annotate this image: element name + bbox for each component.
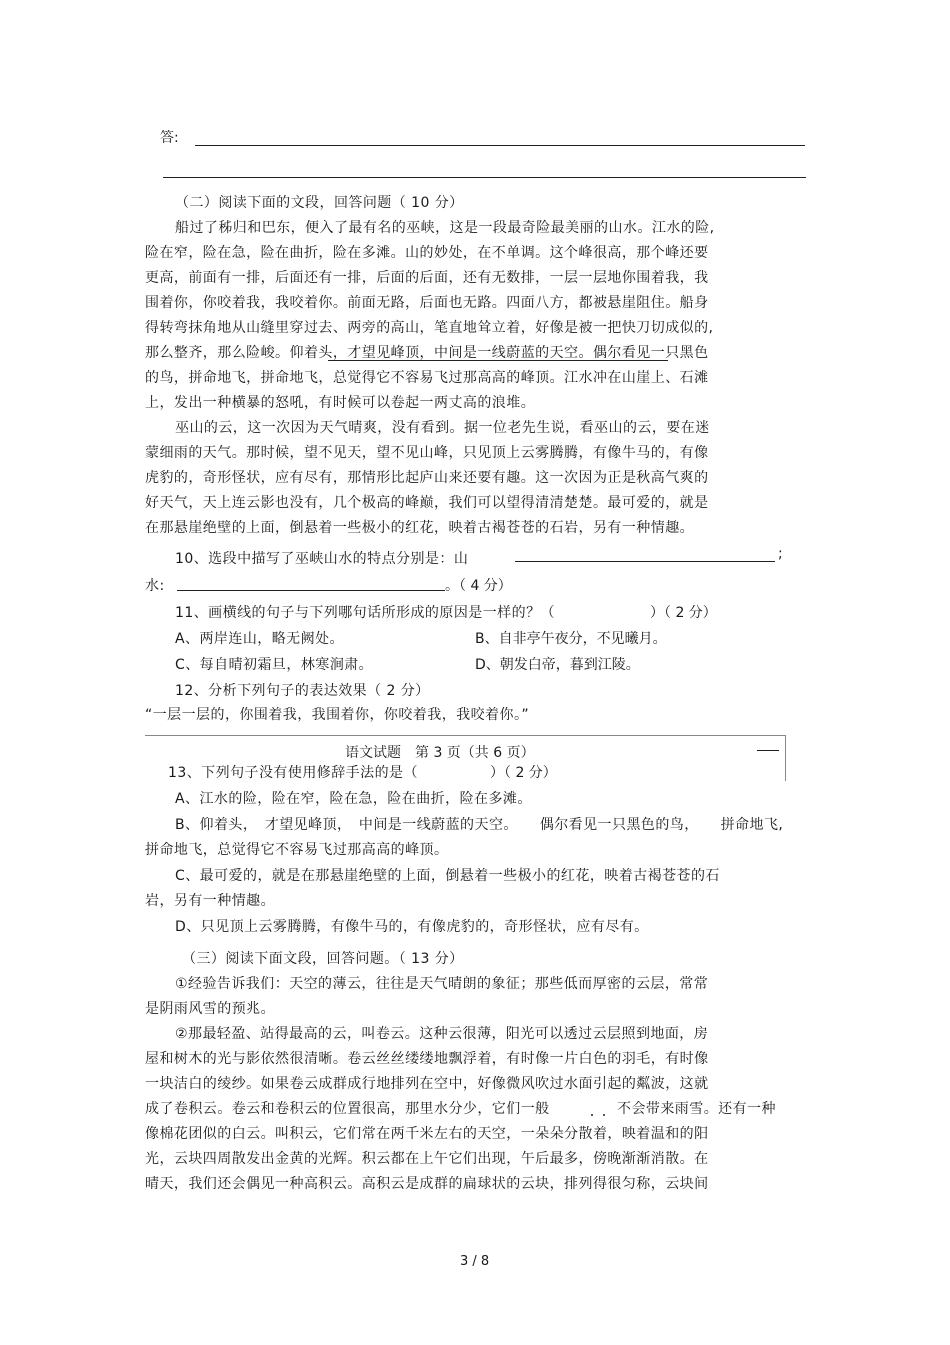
q12-quote: “一层一层的，你围着我，我围着你，你咬着我，我咬着你。” (145, 707, 530, 723)
underlined-sentence-mark (328, 360, 668, 361)
q11-option-a[interactable]: A、两岸连山，略无阙处。 (175, 631, 344, 647)
section2-heading: （二）阅读下面的文段，回答问题（ 10 分） (175, 195, 464, 211)
q11-option-d[interactable]: D、朝发白帝，暮到江陵。 (475, 657, 640, 673)
answer-label: 答: (160, 130, 179, 146)
question-11: 11、画横线的句子与下列哪句话所形成的原因是一样的？（ (175, 605, 555, 621)
passage-line: 像棉花团似的白云。叫积云，它们常在两千米左右的天空，一朵朵分散着，映着温和的阳 (145, 1126, 709, 1142)
passage-line: 好天气，天上连云影也没有，几个极高的峰巅，我们可以望得清清楚楚。最可爱的，就是 (145, 495, 709, 511)
passage-line: 一块洁白的绫纱。如果卷云成群成行地排列在空中，好像微风吹过水面引起的粼波，这就 (145, 1076, 709, 1092)
passage-line: 船过了秭归和巴东，便入了最有名的巫峡，这是一段最奇险最美丽的山水。江水的险, (175, 220, 715, 236)
question-10-cont: 水: (145, 578, 165, 594)
q11-score: ）（ 2 分） (650, 605, 717, 621)
q13-option-c-cont: 岩，另有一种情趣。 (145, 893, 276, 909)
passage-line: ①经验告诉我们：天空的薄云，往往是天气晴朗的象征；那些低而厚密的云层，常常 (175, 976, 709, 992)
passage-line: 更高，前面有一排，后面还有一排，后面的后面，还有无数排，一层一层地你围着我，我 (145, 270, 709, 286)
passage-line: 围着你，你咬着我，我咬着你。前面无路，后面也无路。四面八方，都被悬崖阻住。船身 (145, 295, 709, 311)
passage-line: 在那悬崖绝壁的上面，倒悬着一些极小的红花，映着古褐苍苍的石岩，另有一种情趣。 (145, 520, 695, 536)
answer-line-1[interactable] (195, 145, 805, 146)
page-number: 3 / 8 (460, 1254, 490, 1269)
passage-line: 虎豹的，奇形怪状，应有尽有，那情形比起庐山来还要有趣。这一次因为正是秋高气爽的 (145, 470, 709, 486)
q10-score: 。（ 4 分） (445, 578, 512, 594)
footer-divider (145, 735, 785, 736)
passage-line: 险在窄，险在急，险在曲折，险在多滩。山的妙处，在不单调。这个峰很高，那个峰还要 (145, 245, 709, 261)
passage-line: 屋和树木的光与影依然很清晰。卷云丝丝缕缕地飘浮着，有时像一片白色的羽毛，有时像 (145, 1051, 709, 1067)
question-12: 12、分析下列句子的表达效果（ 2 分） (175, 683, 430, 699)
passage-line: ②那最轻盈、站得最高的云，叫卷云。这种云很薄，阳光可以透过云层照到地面，房 (175, 1026, 709, 1042)
passage-line: 光，云块四周散发出金黄的光辉。积云都在上午它们出现，午后最多，傍晚渐渐消散。在 (145, 1151, 709, 1167)
emphasis-dot (603, 1114, 605, 1116)
passage-line: 晴天，我们还会偶见一种高积云。高积云是成群的扁球状的云块，排列得很匀称，云块间 (145, 1176, 709, 1192)
question-13: 13、下列句子没有使用修辞手法的是（ (168, 765, 418, 781)
q13-score: ）（ 2 分） (490, 765, 557, 781)
passage-line: 上，发出一种横暴的怒吼，有时候可以卷起一两丈高的浪堆。 (145, 395, 536, 411)
passage-line-tail: 不会带来雨雪。还有一种 (617, 1101, 776, 1117)
q13-option-b[interactable]: B、仰着头， 才望见峰顶， 中间是一线蔚蓝的天空。 偶尔看见一只黑色的鸟， 拼命地飞, (175, 817, 784, 833)
q11-option-c[interactable]: C、每自晴初霜旦，林寒涧肃。 (175, 657, 374, 673)
passage-line: 的鸟，拼命地飞，拼命地飞，总觉得它不容易飞过那高高的峰顶。江水冲在山崖上、石滩 (145, 370, 709, 386)
passage-line: 那么整齐，那么险峻。仰着头，才望见峰顶，中间是一线蔚蓝的天空。偶尔看见一只黑色 (145, 345, 709, 361)
question-10: 10、选段中描写了巫峡山水的特点分别是：山 (175, 551, 469, 567)
emphasis-dot (591, 1114, 593, 1116)
passage-line: 蒙细雨的天气。那时候，望不见天，望不见山峰，只见顶上云雾腾腾，有像牛马的，有像 (145, 445, 709, 461)
footer-page-label: 语文试题 第 3 页（共 6 页） (345, 745, 535, 761)
q13-option-a[interactable]: A、江水的险，险在窄，险在急，险在曲折，险在多滩。 (175, 791, 532, 807)
q10-answer-blank-1[interactable] (515, 561, 775, 562)
answer-line-2[interactable] (163, 177, 806, 178)
passage-line: 成了卷积云。卷云和卷积云的位置很高，那里水分少，它们一般 (145, 1101, 550, 1117)
section3-heading: （三）阅读下面文段，回答问题。（ 13 分） (182, 951, 464, 967)
q13-option-d[interactable]: D、只见顶上云雾腾腾，有像牛马的，有像虎豹的，奇形怪状，应有尽有。 (175, 919, 649, 935)
q10-answer-blank-2[interactable] (177, 590, 445, 591)
footer-dash (757, 750, 779, 751)
passage-line: 巫山的云，这一次因为天气晴爽，没有看到。据一位老先生说，看巫山的云，要在迷 (175, 420, 710, 436)
q13-option-b-cont: 拼命地飞，总觉得它不容易飞过那高高的峰顶。 (145, 842, 449, 858)
passage-line: 得转弯抹角地从山缝里穿过去、两旁的高山，笔直地耸立着，好像是被一把快刀切成似的, (145, 320, 714, 336)
passage-line: 是阴雨风雪的预兆。 (145, 1001, 276, 1017)
q13-option-c[interactable]: C、最可爱的，就是在那悬崖绝壁的上面，倒悬着一些极小的红花，映着古褐苍苍的石 (175, 868, 720, 884)
q11-option-b[interactable]: B、自非亭午夜分，不见曦月。 (475, 631, 667, 647)
footer-side-rule (785, 735, 786, 781)
q10-semicolon: ; (778, 546, 783, 562)
